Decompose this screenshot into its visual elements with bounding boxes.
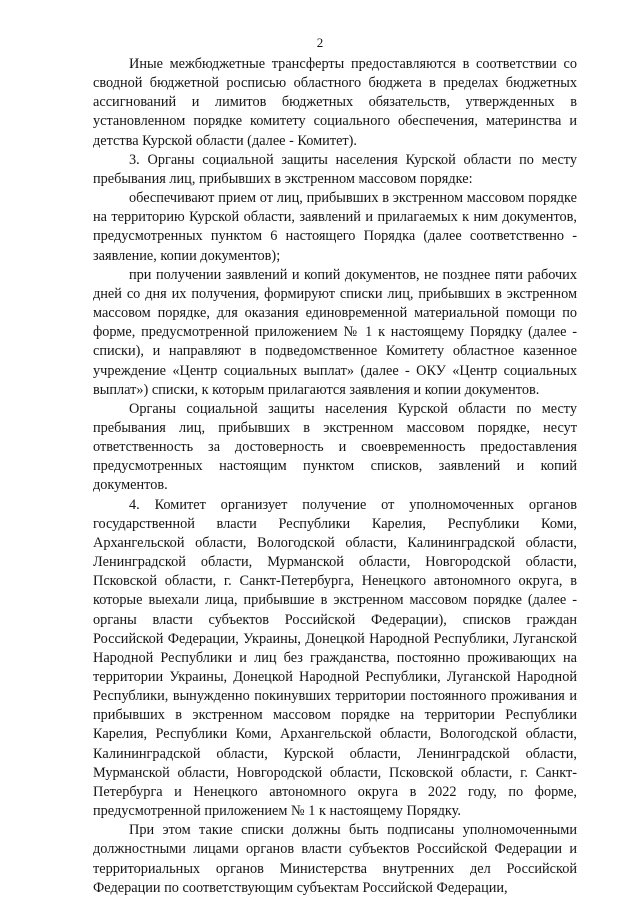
paragraph-responsibility: Органы социальной защиты населения Курской области по месту пребывания лиц, прибывших в экстренном массовом порядке, несут ответственность за достоверность и своевременность предоставления предусмотренных настоящим пунктом списков, заявлений и копий документов.	[93, 400, 577, 494]
paragraph-item-3-social-protection-bodies: 3. Органы социальной защиты населения Курской области по месту пребывания лиц, прибывших в экстренном массовом порядке:	[93, 151, 577, 187]
paragraph-interbudget-transfers: Иные межбюджетные трансферты предоставляются в соответствии со сводной бюджетной росписью областного бюджета в пределах бюджетных ассигнований и лимитов бюджетных обязательств, утвержденных в установленном порядке комитету социального обеспечения, материнства и детства Курской области (далее - Комитет).	[93, 56, 577, 149]
paragraph-form-lists: при получении заявлений и копий документов, не позднее пяти рабочих дней со дня их получения, формируют списки лиц, прибывших в экстренном массовом порядке, для оказания единовременной материальной помощи по форме, предусмотренной приложением № 1 к настоящему Порядку (далее - списки), и направляют в подведомственное Комитету областное казенное учреждение «Центр социальных выплат» (далее - ОКУ «Центр социальных выплат») списки, к которым прилагаются заявления и копии документов.	[93, 266, 577, 398]
paragraph-item-4-committee-organizes: 4. Комитет организует получение от уполномоченных органов государственной власти Республики Карелия, Республики Коми, Архангельской области, Вологодской области, Калининградской области, Ленинградской области, Мурманской области, Новгородской области, Псковской области, г. Санкт-Петербурга, Ненецкого автономного округа, в которые выехали лица, прибывшие в экстренном массовом порядке (далее - органы власти субъектов Российской Федерации), списков граждан Российской Федерации, Украины, Донецкой Народной Республики, Луганской Народной Республики и лиц без гражданства, постоянно проживающих на территории Украины, Донецкой Народной Республики, Луганской Народной Республики, вынужденно покинувших территории постоянного проживания и прибывших в экстренном массовом порядке на территории Республики Карелия, Республики Коми, Архангельской области, Вологодской области, Калининградской области, Курской области, Ленинградской области, Мурманской области, Новгородской области, Псковской области, г. Санкт-Петербурга и Ненецкого автономного округа в 2022 году, по форме, предусмотренной приложением № 1 к настоящему Порядку.	[93, 496, 577, 820]
paragraph-accept-applications: обеспечивают прием от лиц, прибывших в экстренном массовом порядке на территорию Курской области, заявлений и прилагаемых к ним документов, предусмотренных пунктом 6 настоящего Порядка (далее соответственно - заявление, копии документов);	[93, 190, 577, 264]
page-number: 2	[316, 35, 324, 50]
paragraph-lists-signed: При этом такие списки должны быть подписаны уполномоченными должностными лицами органов власти субъектов Российской Федерации и территориальных органов Министерства внутренних дел Российской Федерации по соответствующим субъектам Российской Федерации,	[93, 822, 577, 896]
document-body	[93, 55, 577, 898]
